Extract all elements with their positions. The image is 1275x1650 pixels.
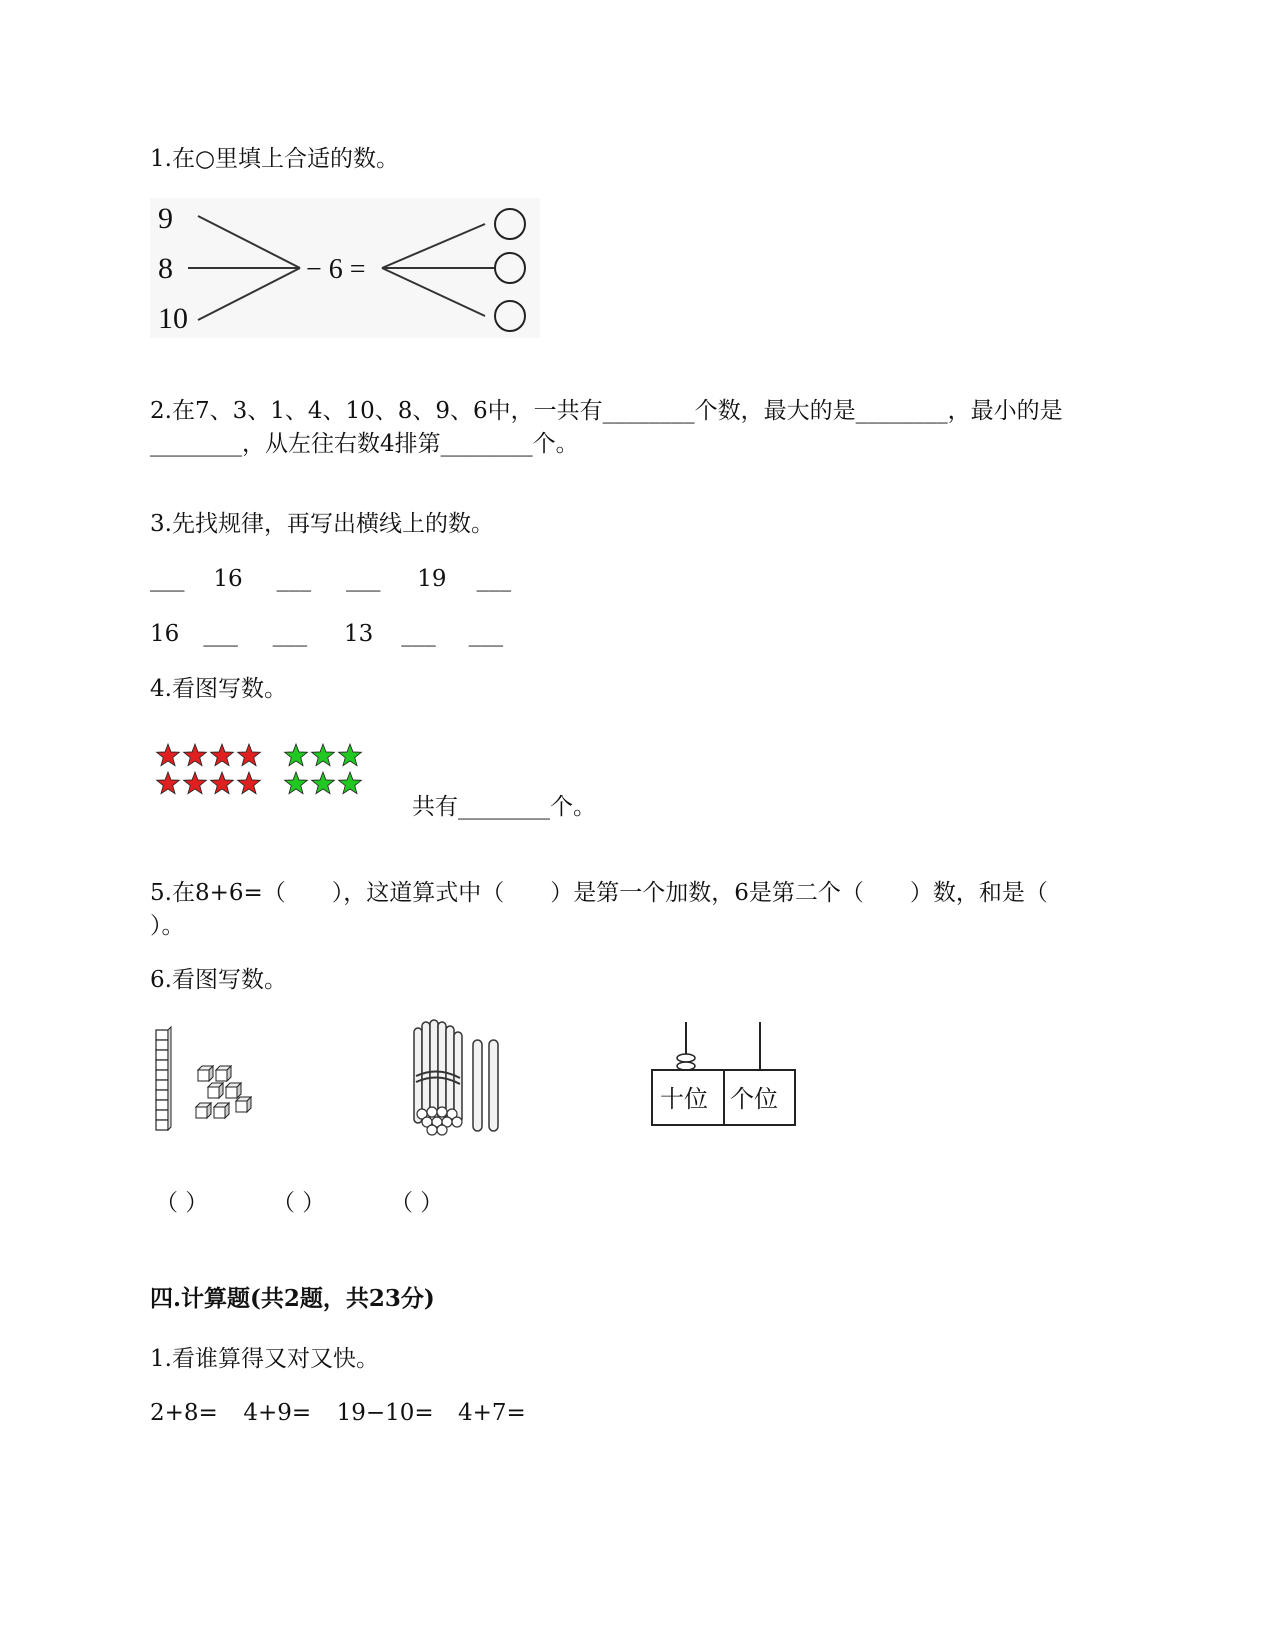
q1-num-10: 10: [158, 302, 188, 335]
seq-cell: 19: [417, 566, 447, 592]
sticks-figure: [410, 1018, 510, 1138]
q1-title: 1.在○里填上合适的数。: [150, 146, 400, 172]
calc-item: 19−10=: [336, 1400, 434, 1426]
q3-row2: [150, 621, 525, 649]
calc-title: 1.看谁算得又对又快。: [150, 1346, 379, 1372]
seq-cell: 16: [150, 621, 180, 647]
q6-blank-1: （ ）: [155, 1190, 209, 1216]
seq-cell: ___: [345, 566, 381, 592]
q1-operator: − 6 =: [306, 254, 366, 285]
ten-rod-cube: [156, 1040, 168, 1050]
unit-cube: [198, 1066, 213, 1081]
q6-title: 6.看图写数。: [150, 967, 287, 993]
green-star-icon: [285, 744, 308, 766]
green-star-icon: [285, 772, 308, 794]
seq-cell: ___: [476, 566, 512, 592]
red-star-icon: [238, 772, 261, 794]
ten-rod-cube: [156, 1060, 168, 1070]
q4-title: 4.看图写数。: [150, 676, 287, 702]
red-star-icon: [184, 772, 207, 794]
seq-cell: ___: [401, 621, 436, 647]
seq-cell: ___: [203, 621, 238, 647]
q2-line2: ________，从左往右数4排第________个。: [150, 431, 579, 457]
calc-item: 2+8=: [150, 1400, 218, 1426]
q6-blank-2: （ ）: [272, 1190, 326, 1216]
seq-cell: ___: [272, 621, 308, 647]
calc-item: 4+9=: [243, 1400, 312, 1426]
ten-rod-cube: [156, 1050, 168, 1060]
q1-figure: [150, 198, 540, 338]
ten-rod-side: [168, 1027, 171, 1130]
ones-label: 个位: [730, 1085, 778, 1113]
q1-num-8: 8: [158, 252, 173, 285]
seq-cell: ___: [150, 566, 185, 592]
green-star-icon: [339, 772, 362, 794]
ten-rod-cube: [156, 1110, 168, 1120]
unit-cube: [236, 1097, 251, 1112]
calc-row: [150, 1400, 544, 1428]
q5-line2: ）。: [150, 913, 185, 939]
red-star-icon: [157, 744, 180, 766]
unit-cube: [216, 1066, 231, 1081]
unit-cube: [196, 1103, 211, 1118]
ten-rod-cube: [156, 1070, 168, 1080]
q1-num-9: 9: [158, 202, 173, 235]
unit-cube: [226, 1083, 241, 1098]
red-star-icon: [238, 744, 261, 766]
ten-rod-cube: [156, 1080, 168, 1090]
green-star-icon: [312, 744, 335, 766]
seq-cell: ___: [276, 566, 312, 592]
ten-rod-cube: [156, 1090, 168, 1100]
abacus-figure: [650, 1020, 800, 1130]
red-star-icon: [157, 772, 180, 794]
cubes-figure: [150, 1025, 280, 1140]
q5-line1: 5.在8+6=（ ），这道算式中（ ）是第一个加数，6是第二个（ ）数，和是（: [150, 880, 1048, 906]
stars-figure: [155, 742, 375, 804]
unit-cube: [214, 1103, 229, 1118]
unit-cube: [208, 1083, 223, 1098]
ten-rod-cube: [156, 1120, 168, 1130]
section-heading: 四.计算题(共2题，共23分): [150, 1285, 435, 1312]
ten-rod-cube: [156, 1030, 168, 1040]
green-star-icon: [339, 744, 362, 766]
calc-item: 4+7=: [457, 1400, 526, 1426]
q3-row1: [150, 566, 533, 594]
seq-cell: ___: [468, 621, 504, 647]
seq-cell: 16: [213, 566, 243, 592]
green-star-icon: [312, 772, 335, 794]
q6-blank-3: （ ）: [390, 1190, 444, 1216]
seq-cell: 13: [343, 621, 374, 647]
red-star-icon: [211, 744, 234, 766]
ten-rod-cube: [156, 1100, 168, 1110]
q3-title: 3.先找规律，再写出横线上的数。: [150, 511, 494, 537]
q4-answer: 共有________个。: [412, 794, 596, 820]
red-star-icon: [211, 772, 234, 794]
red-star-icon: [184, 744, 207, 766]
tens-label: 十位: [660, 1085, 708, 1113]
q2-line1: 2.在7、3、1、4、10、8、9、6中，一共有________个数，最大的是________，最小的是: [150, 398, 1063, 424]
